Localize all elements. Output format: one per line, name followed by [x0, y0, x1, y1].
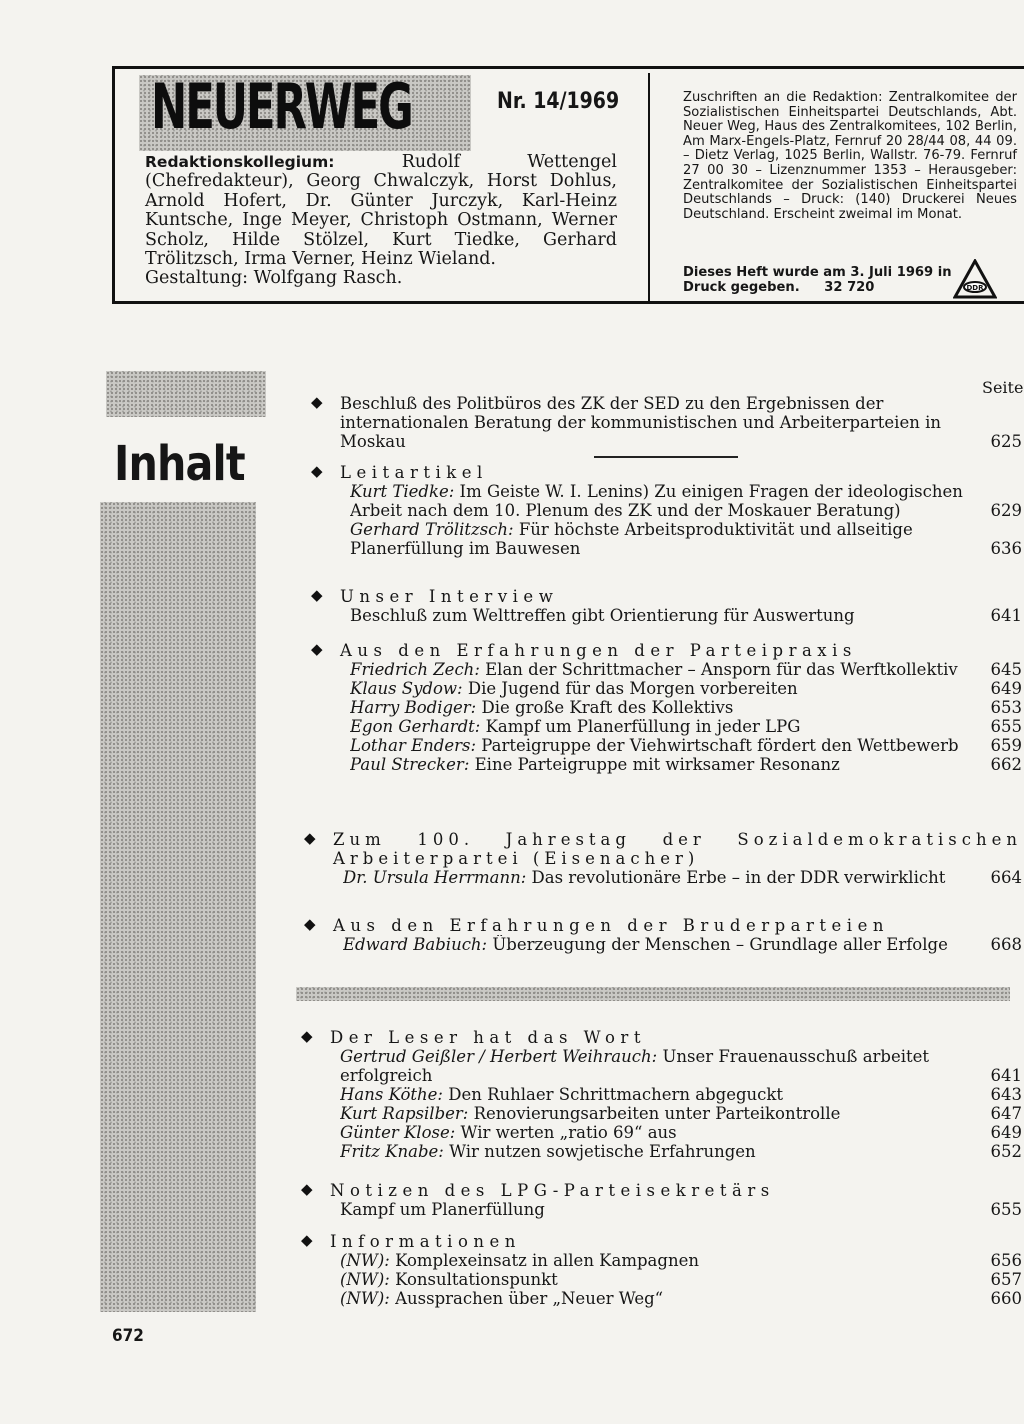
entry-page: 662 — [987, 755, 1023, 774]
entry-title: Im Geiste W. I. Lenins) Zu einigen Fragen der ideologischen Arbeit nach dem 10. Plenum des ZK und der Moskauer Beratung) — [350, 482, 963, 520]
entry-author: Friedrich Zech: — [350, 660, 480, 679]
section-separator — [296, 987, 1010, 1001]
entry-title: Kampf um Planerfüllung in jeder LPG — [485, 717, 801, 736]
toc-entry[interactable] — [340, 1104, 1022, 1123]
toc-entry[interactable] — [340, 394, 1022, 451]
entry-title: Beschluß zum Welttreffen gibt Orientierung für Auswertung — [350, 606, 855, 625]
entry-title: Unser Frauenausschuß arbeitet erfolgreich — [340, 1047, 930, 1085]
page-title: Inhalt — [114, 436, 245, 492]
diamond-bullet-icon: ◆ — [311, 640, 323, 658]
entry-author: Hans Köthe: — [340, 1085, 443, 1104]
entry-title: Beschluß des Politbüros des ZK der SED zu den Ergebnissen der internationalen Beratung der kommunistischen und Arbeiterparteien in Moskau — [340, 394, 941, 451]
toc-entry[interactable] — [350, 482, 1022, 520]
page-number: 672 — [112, 1326, 144, 1346]
entry-page: 656 — [987, 1251, 1023, 1270]
imprint: Zuschriften an die Redaktion: Zentralkomitee der Sozialistischen Einheitspartei Deutschlands, Abt. Neuer Weg, Haus des Zentralkomitees, 102 Berlin, Am Marx-Engels-Platz, Fernruf 20 28/44 08, 44 09. – Dietz Verlag, 1025 Berlin, Wallstr. 76-79. Fernruf 27 00 30 – Lizenznummer 1353 – Herausgeber: Zentralkomitee der Sozialistischen Einheitspartei Deutschlands – Druck: (140) Druckerei Neues Deutschland. Erscheint zweimal im Monat. — [683, 90, 1017, 222]
entry-title: Kampf um Planerfüllung — [340, 1200, 545, 1219]
toc-section — [302, 1028, 1022, 1161]
short-rule — [594, 456, 738, 458]
toc-section — [302, 1181, 1022, 1219]
issue-number: Nr. 14/1969 — [497, 89, 620, 114]
masthead-divider — [648, 73, 650, 301]
toc-entry[interactable] — [350, 755, 1022, 774]
entry-title: Komplexeinsatz in allen Kampagnen — [395, 1251, 699, 1270]
toc-entry[interactable] — [340, 1142, 1022, 1161]
entry-page: 664 — [987, 868, 1023, 887]
entry-author: (NW): — [340, 1270, 390, 1289]
toc-entry[interactable] — [350, 660, 1022, 679]
entry-title: Renovierungsarbeiten unter Parteikontrolle — [473, 1104, 841, 1123]
toc-entry[interactable] — [350, 679, 1022, 698]
section-heading: Unser Interview — [340, 587, 559, 606]
entry-page: 643 — [987, 1085, 1023, 1104]
entry-author: Günter Klose: — [340, 1123, 456, 1142]
print-mark-text: DDR — [966, 284, 984, 292]
entry-author: (NW): — [340, 1251, 390, 1270]
board-label: Redaktionskollegium: — [145, 153, 335, 171]
diamond-bullet-icon: ◆ — [311, 393, 323, 411]
entry-author: Fritz Knabe: — [340, 1142, 444, 1161]
entry-page: 649 — [987, 1123, 1023, 1142]
entry-page: 653 — [987, 698, 1023, 717]
diamond-bullet-icon: ◆ — [311, 586, 323, 604]
entry-title: Eine Parteigruppe mit wirksamer Resonanz — [474, 755, 840, 774]
entry-page: 655 — [987, 1200, 1023, 1219]
entry-title: Die Jugend für das Morgen vorbereiten — [467, 679, 798, 698]
entry-author: Klaus Sydow: — [350, 679, 463, 698]
page-column-label: Seite — [982, 378, 1024, 397]
masthead — [112, 66, 1024, 304]
entry-title: Elan der Schrittmacher – Ansporn für das Werftkollektiv — [485, 660, 958, 679]
toc-section — [305, 916, 1022, 954]
entry-page: 659 — [987, 736, 1023, 755]
design-credit: Gestaltung: Wolfgang Rasch. — [145, 268, 403, 289]
entry-title: Das revolutionäre Erbe – in der DDR verwirklicht — [531, 868, 946, 887]
entry-title: Die große Kraft des Kollektivs — [481, 698, 734, 717]
diamond-bullet-icon: ◆ — [304, 915, 316, 933]
print-note — [683, 265, 953, 295]
entry-author: Edward Babiuch: — [343, 935, 488, 954]
section-heading: Informationen — [330, 1232, 521, 1251]
publication-logo: NEUERWEG — [151, 70, 412, 143]
toc-entry[interactable] — [350, 717, 1022, 736]
entry-title: Wir nutzen sowjetische Erfahrungen — [449, 1142, 756, 1161]
toc-entry[interactable] — [340, 1123, 1022, 1142]
section-heading: Notizen des LPG-Parteisekretärs — [330, 1181, 775, 1200]
entry-title: Den Ruhlaer Schrittmachern abgeguckt — [448, 1085, 784, 1104]
entry-author: Paul Strecker: — [350, 755, 470, 774]
toc-section — [312, 587, 1022, 625]
entry-author: Kurt Tiedke: — [350, 482, 455, 501]
toc-entry[interactable] — [340, 1289, 1022, 1308]
entry-author: Gerhard Trölitzsch: — [350, 520, 514, 539]
entry-author: Dr. Ursula Herrmann: — [343, 868, 527, 887]
entry-page: 668 — [987, 935, 1023, 954]
entry-page: 647 — [987, 1104, 1023, 1123]
toc-section — [312, 394, 1022, 451]
entry-page: 641 — [987, 606, 1023, 625]
diamond-bullet-icon: ◆ — [311, 462, 323, 480]
toc-entry[interactable] — [340, 1047, 1022, 1085]
toc-section — [305, 830, 1022, 887]
entry-author: Harry Bodiger: — [350, 698, 477, 717]
toc-entry[interactable] — [340, 1085, 1022, 1104]
entry-page: 641 — [987, 1066, 1023, 1085]
section-heading: Leitartikel — [340, 463, 488, 482]
entry-author: Gertrud Geißler / Herbert Weihrauch: — [340, 1047, 658, 1066]
section-heading: Aus den Erfahrungen der Parteipraxis — [340, 641, 857, 660]
diamond-bullet-icon: ◆ — [304, 829, 316, 847]
toc-entry[interactable] — [350, 736, 1022, 755]
entry-author: (NW): — [340, 1289, 390, 1308]
print-date: Dieses Heft wurde am 3. Juli 1969 in Druck gegeben. — [683, 265, 952, 295]
diamond-bullet-icon: ◆ — [301, 1180, 313, 1198]
entry-title: Überzeugung der Menschen – Grundlage aller Erfolge — [492, 935, 948, 954]
entry-page: 655 — [987, 717, 1023, 736]
toc-entry[interactable] — [350, 520, 1022, 558]
entry-title: Wir werten „ratio 69“ aus — [460, 1123, 677, 1142]
entry-title: Aussprachen über „Neuer Weg“ — [395, 1289, 664, 1308]
toc-entry[interactable] — [340, 1200, 1022, 1219]
toc-section — [312, 641, 1022, 774]
toc-entry[interactable] — [350, 606, 1022, 625]
entry-title: Parteigruppe der Viehwirtschaft fördert den Wettbewerb — [481, 736, 959, 755]
toc-entry[interactable] — [343, 868, 1022, 887]
print-mark-icon — [953, 259, 997, 299]
entry-title: Für höchste Arbeitsproduktivität und allseitige Planerfüllung im Bauwesen — [350, 520, 913, 558]
entry-page: 645 — [987, 660, 1023, 679]
diamond-bullet-icon: ◆ — [301, 1027, 313, 1045]
toc-section — [312, 463, 1022, 558]
toc-section — [302, 1232, 1022, 1308]
toc-entry[interactable] — [340, 1270, 1022, 1289]
entry-page: 629 — [987, 501, 1023, 520]
section-heading: Zum 100. Jahrestag der Sozialdemokratischen Arbeiterpartei (Eisenacher) — [333, 830, 1022, 868]
entry-page: 636 — [987, 539, 1023, 558]
board-members: Rudolf Wettengel (Chefredakteur), Georg Chwalczyk, Horst Dohlus, Arnold Hofert, Dr. Günter Jurczyk, Karl-Heinz Kuntsche, Inge Meyer, Christoph Ostmann, Werner Scholz, Hilde Stölzel, Kurt Tiedke, Gerhard Trölitzsch, Irma Verner, Heinz Wieland. — [145, 152, 617, 270]
side-texture — [100, 502, 256, 1312]
entry-page: 649 — [987, 679, 1023, 698]
section-heading: Aus den Erfahrungen der Bruderparteien — [333, 916, 889, 935]
print-code: 32 720 — [824, 280, 875, 295]
toc-entry[interactable] — [343, 935, 1022, 954]
toc-entry[interactable] — [350, 698, 1022, 717]
diamond-bullet-icon: ◆ — [301, 1231, 313, 1249]
entry-author: Egon Gerhardt: — [350, 717, 481, 736]
entry-page: 625 — [987, 432, 1023, 451]
entry-author: Lothar Enders: — [350, 736, 477, 755]
header-texture — [106, 371, 266, 417]
entry-page: 660 — [987, 1289, 1023, 1308]
editorial-board — [145, 153, 617, 289]
section-heading: Der Leser hat das Wort — [330, 1028, 646, 1047]
entry-page: 657 — [987, 1270, 1023, 1289]
entry-page: 652 — [987, 1142, 1023, 1161]
entry-title: Konsultationspunkt — [395, 1270, 558, 1289]
entry-author: Kurt Rapsilber: — [340, 1104, 469, 1123]
toc-entry[interactable] — [340, 1251, 1022, 1270]
